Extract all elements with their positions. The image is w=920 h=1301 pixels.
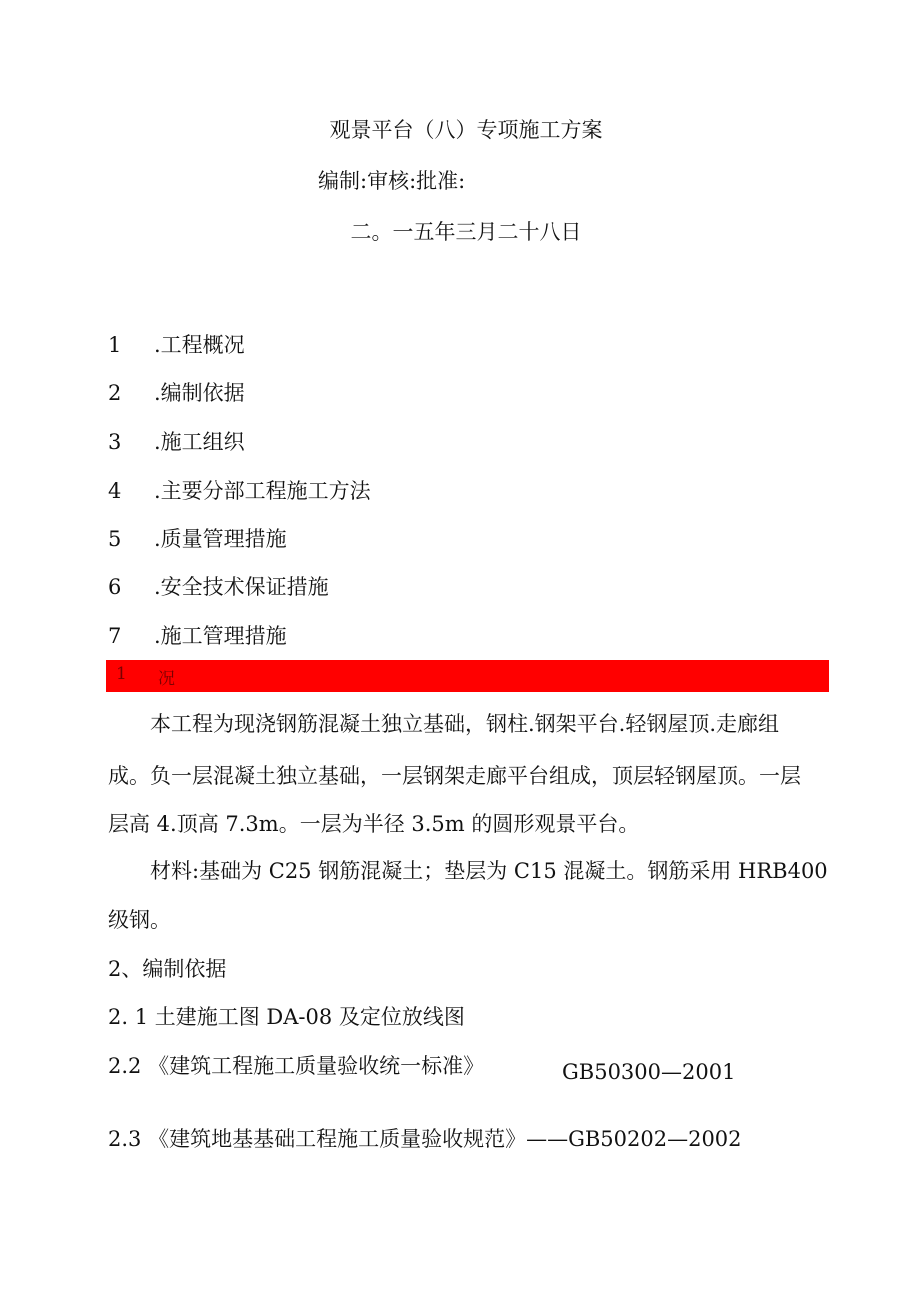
standard-code: GB50300—2001 — [562, 1060, 736, 1084]
toc-label: .质量管理措施 — [154, 527, 287, 551]
toc-item — [108, 377, 245, 407]
paragraph-line: 层高 4.顶高 7.3m。一层为半径 3.5m 的圆形观景平台。 — [108, 812, 640, 836]
highlight-text: 况 — [158, 669, 175, 689]
toc-number: 7 — [108, 624, 122, 648]
paragraph-line: 成。负一层混凝土独立基础，一层钢架走廊平台组成，顶层轻钢屋顶。一层 — [108, 764, 801, 788]
reference-item: 2.3 《建筑地基基础工程施工质量验收规范》——GB50202—2002 — [108, 1127, 742, 1151]
toc-label: .编制依据 — [154, 381, 245, 405]
toc-number: 3 — [108, 430, 122, 454]
section-heading: 2、编制依据 — [108, 957, 227, 981]
toc-number: 1 — [108, 333, 122, 357]
document-title: 观景平台（八）专项施工方案 — [329, 118, 603, 142]
reference-item: 2.2 《建筑工程施工质量验收统一标准》 — [108, 1054, 485, 1078]
highlight-number: 1 — [116, 664, 127, 684]
paragraph-line: 材料:基础为 C25 钢筋混凝土；垫层为 C15 混凝土。钢筋采用 HRB400 — [150, 859, 828, 883]
toc-item — [108, 620, 287, 650]
reference-item: 2. 1 土建施工图 DA-08 及定位放线图 — [108, 1005, 465, 1029]
toc-label: .施工管理措施 — [154, 624, 287, 648]
signature-line: 编制:审核:批准: — [318, 169, 466, 193]
toc-number: 6 — [108, 575, 122, 599]
toc-item — [108, 329, 245, 359]
toc-number: 5 — [108, 527, 122, 551]
toc-number: 2 — [108, 381, 122, 405]
toc-number: 4 — [108, 479, 122, 503]
toc-label: .工程概况 — [154, 333, 245, 357]
paragraph-line: 本工程为现浇钢筋混凝土独立基础，钢柱.钢架平台.轻钢屋顶.走廊组 — [150, 712, 780, 736]
paragraph-line: 级钢。 — [108, 908, 171, 932]
document-date: 二。一五年三月二十八日 — [350, 220, 582, 244]
toc-item — [108, 523, 287, 553]
toc-label: .主要分部工程施工方法 — [154, 479, 371, 503]
toc-label: .安全技术保证措施 — [154, 575, 329, 599]
highlighted-section-heading — [106, 660, 829, 692]
toc-label: .施工组织 — [154, 430, 245, 454]
toc-item — [108, 475, 371, 505]
toc-item — [108, 571, 329, 601]
toc-item — [108, 426, 245, 456]
